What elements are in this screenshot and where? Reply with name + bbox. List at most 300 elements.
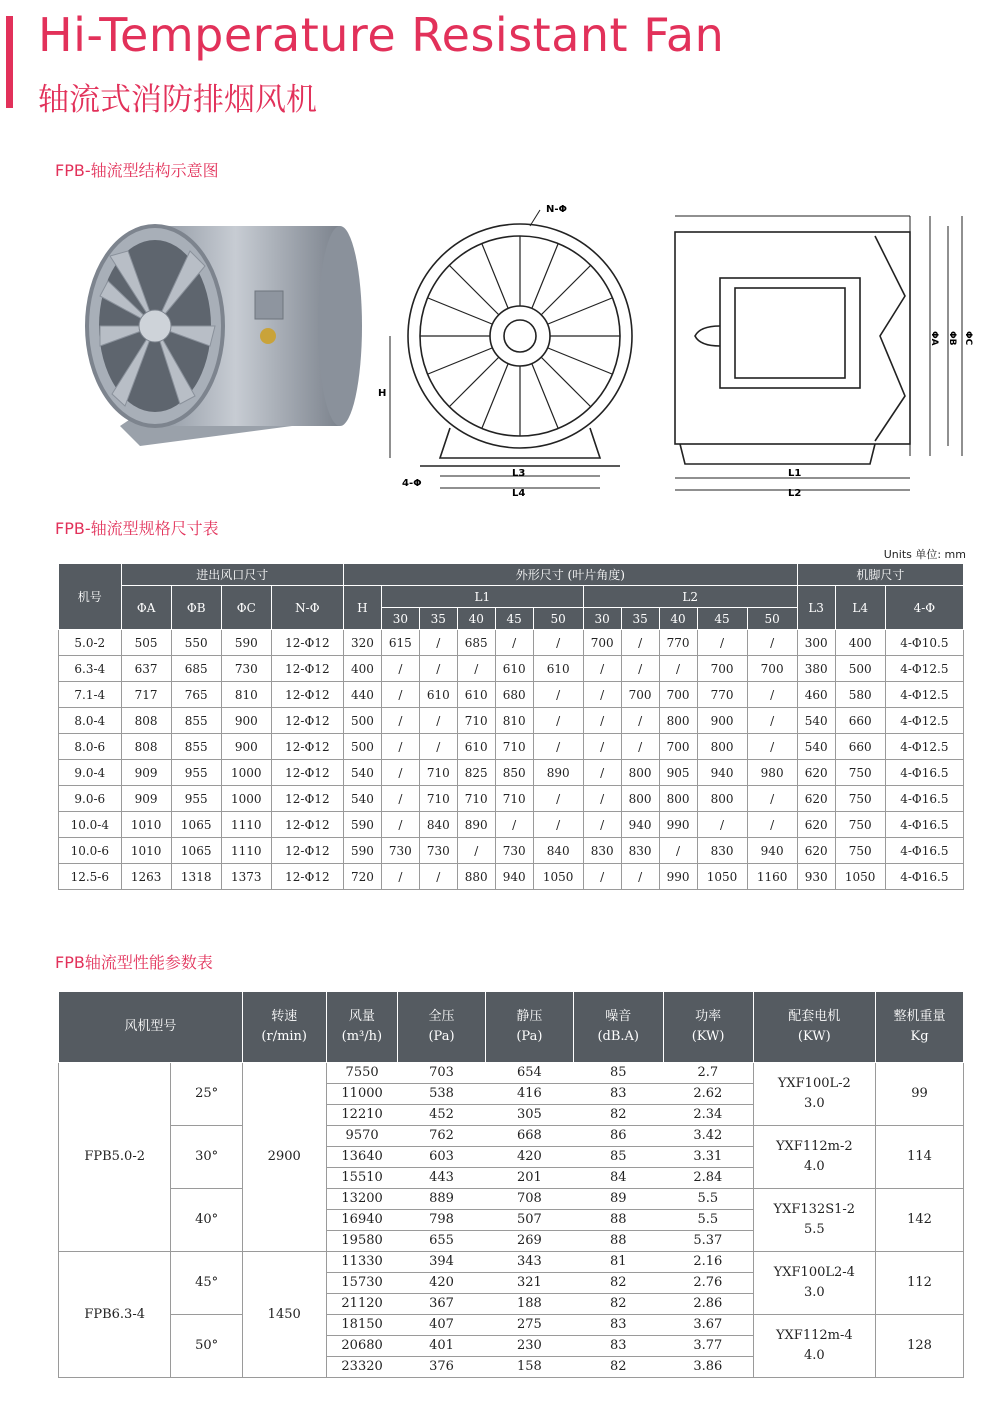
col-inlet: 进出风口尺寸 xyxy=(121,564,343,586)
table-cell: 460 xyxy=(797,682,835,708)
table-cell: 750 xyxy=(835,786,885,812)
perf-section-title: FPB轴流型性能参数表 xyxy=(55,953,213,972)
table-cell: 10.0-6 xyxy=(59,838,122,864)
table-cell: 321 xyxy=(485,1273,573,1294)
table-cell: 800 xyxy=(659,786,697,812)
table-cell: 5.5 xyxy=(663,1210,753,1231)
col-n-phi: N-Φ xyxy=(271,586,343,630)
table-cell: 84 xyxy=(573,1168,663,1189)
motor-kw: 5.5 xyxy=(803,1222,825,1237)
col-l1-angle: 35 xyxy=(419,608,457,630)
table-cell: / xyxy=(659,656,697,682)
motor-model xyxy=(753,1189,876,1252)
table-cell: / xyxy=(583,656,621,682)
table-cell: 2.84 xyxy=(663,1168,753,1189)
table-cell: / xyxy=(533,708,583,734)
table-cell: 3.31 xyxy=(663,1147,753,1168)
table-cell: 11000 xyxy=(326,1084,398,1105)
table-cell: 82 xyxy=(573,1273,663,1294)
table-cell: 930 xyxy=(797,864,835,890)
motor-model xyxy=(753,1063,876,1126)
table-row xyxy=(59,1063,964,1084)
table-cell: 7550 xyxy=(326,1063,398,1084)
col-phi-a: ΦA xyxy=(121,586,171,630)
weight-value: 112 xyxy=(876,1252,964,1315)
table-cell: 9.0-4 xyxy=(59,760,122,786)
table-cell: 889 xyxy=(398,1189,486,1210)
table-cell: 11330 xyxy=(326,1252,398,1273)
table-cell: 12-Φ12 xyxy=(271,786,343,812)
table-cell: 654 xyxy=(485,1063,573,1084)
col-noise: 噪音 (dB.A) xyxy=(573,992,663,1063)
table-cell: 540 xyxy=(343,760,381,786)
speed-value: 1450 xyxy=(242,1252,326,1378)
blade-angle: 50° xyxy=(171,1315,243,1378)
table-cell: 500 xyxy=(343,708,381,734)
table-cell: 12-Φ12 xyxy=(271,708,343,734)
motor-kw: 3.0 xyxy=(803,1096,825,1111)
table-cell: 12.5-6 xyxy=(59,864,122,890)
weight-value: 99 xyxy=(876,1063,964,1126)
table-cell: 1050 xyxy=(835,864,885,890)
table-cell: / xyxy=(381,760,419,786)
table-cell: 2.86 xyxy=(663,1294,753,1315)
table-cell: 909 xyxy=(121,760,171,786)
table-cell: 13200 xyxy=(326,1189,398,1210)
table-cell: 82 xyxy=(573,1105,663,1126)
table-row xyxy=(59,1252,964,1273)
table-cell: 603 xyxy=(398,1147,486,1168)
table-cell: 730 xyxy=(495,838,533,864)
table-cell: 343 xyxy=(485,1252,573,1273)
table-cell: / xyxy=(533,734,583,760)
table-cell: 420 xyxy=(485,1147,573,1168)
table-cell: 1373 xyxy=(221,864,271,890)
model-name: FPB5.0-2 xyxy=(59,1063,171,1252)
table-cell: 710 xyxy=(457,786,495,812)
spec-table-body xyxy=(59,630,964,890)
table-cell: 12-Φ12 xyxy=(271,812,343,838)
table-cell: 750 xyxy=(835,838,885,864)
blade-angle: 40° xyxy=(171,1189,243,1252)
table-cell: / xyxy=(583,708,621,734)
table-cell: / xyxy=(621,656,659,682)
table-cell: / xyxy=(747,786,797,812)
label-h: H xyxy=(378,388,387,399)
table-cell: 3.42 xyxy=(663,1126,753,1147)
table-cell: / xyxy=(583,812,621,838)
table-cell: 620 xyxy=(797,760,835,786)
table-cell: 320 xyxy=(343,630,381,656)
table-cell: 909 xyxy=(121,786,171,812)
table-cell: 81 xyxy=(573,1252,663,1273)
col-l2-angle: 35 xyxy=(621,608,659,630)
table-cell: 900 xyxy=(697,708,747,734)
table-cell: 4-Φ16.5 xyxy=(885,786,963,812)
table-cell: 1110 xyxy=(221,838,271,864)
table-cell: 305 xyxy=(485,1105,573,1126)
model-name: FPB6.3-4 xyxy=(59,1252,171,1378)
speed-value: 2900 xyxy=(242,1063,326,1252)
label-phi-a: ΦA xyxy=(929,331,939,346)
table-cell: 1010 xyxy=(121,838,171,864)
motor-kw: 4.0 xyxy=(803,1348,825,1363)
table-cell: 201 xyxy=(485,1168,573,1189)
table-cell: 13640 xyxy=(326,1147,398,1168)
table-cell: 808 xyxy=(121,734,171,760)
table-cell: 4-Φ12.5 xyxy=(885,734,963,760)
table-cell: 900 xyxy=(221,708,271,734)
table-cell: 5.5 xyxy=(663,1189,753,1210)
motor-name: YXF112m-2 xyxy=(775,1139,853,1154)
col-l1: L1 xyxy=(381,586,583,608)
table-cell: 10.0-4 xyxy=(59,812,122,838)
table-cell: 85 xyxy=(573,1063,663,1084)
table-cell: 507 xyxy=(485,1210,573,1231)
page-title: Hi-Temperature Resistant Fan xyxy=(38,8,725,62)
table-cell: 2.16 xyxy=(663,1252,753,1273)
table-cell: 680 xyxy=(495,682,533,708)
table-cell: 12210 xyxy=(326,1105,398,1126)
table-cell: 610 xyxy=(533,656,583,682)
table-cell: 668 xyxy=(485,1126,573,1147)
table-cell: 800 xyxy=(621,786,659,812)
table-cell: / xyxy=(583,786,621,812)
table-cell: 810 xyxy=(221,682,271,708)
table-cell: 230 xyxy=(485,1336,573,1357)
col-l1-angle: 50 xyxy=(533,608,583,630)
table-cell: 685 xyxy=(171,656,221,682)
table-cell: 4-Φ16.5 xyxy=(885,760,963,786)
table-cell: 610 xyxy=(495,656,533,682)
table-cell: 538 xyxy=(398,1084,486,1105)
col-l2: L2 xyxy=(583,586,797,608)
motor-name: YXF112m-4 xyxy=(775,1328,853,1343)
col-power: 功率 (KW) xyxy=(663,992,753,1063)
table-cell: / xyxy=(419,630,457,656)
table-cell: 12-Φ12 xyxy=(271,838,343,864)
table-cell: 800 xyxy=(659,708,697,734)
table-cell: 540 xyxy=(797,734,835,760)
spec-section-title: FPB-轴流型规格尺寸表 xyxy=(55,519,219,538)
col-l4: L4 xyxy=(835,586,885,630)
table-cell: / xyxy=(457,838,495,864)
col-motor: 配套电机 (KW) xyxy=(753,992,876,1063)
table-cell: / xyxy=(419,734,457,760)
label-phi-c: ΦC xyxy=(963,331,973,346)
table-cell: 637 xyxy=(121,656,171,682)
table-cell: / xyxy=(533,786,583,812)
col-foot: 机脚尺寸 xyxy=(797,564,963,586)
table-cell: 710 xyxy=(419,760,457,786)
table-cell: 703 xyxy=(398,1063,486,1084)
table-cell: 82 xyxy=(573,1357,663,1378)
table-cell: 710 xyxy=(495,734,533,760)
motor-name: YXF132S1-2 xyxy=(773,1202,856,1217)
side-view-drawing xyxy=(675,216,962,490)
table-cell: 770 xyxy=(697,682,747,708)
table-cell: 19580 xyxy=(326,1231,398,1252)
table-cell: / xyxy=(419,708,457,734)
table-cell: 505 xyxy=(121,630,171,656)
table-cell: 550 xyxy=(171,630,221,656)
table-cell: 452 xyxy=(398,1105,486,1126)
table-cell: / xyxy=(381,734,419,760)
table-cell: 855 xyxy=(171,734,221,760)
front-view-drawing xyxy=(390,210,632,488)
motor-kw: 4.0 xyxy=(803,1159,825,1174)
table-cell: 12-Φ12 xyxy=(271,682,343,708)
perf-table xyxy=(58,991,964,1378)
table-cell: 955 xyxy=(171,760,221,786)
col-l2-angle: 40 xyxy=(659,608,697,630)
table-cell: 700 xyxy=(583,630,621,656)
table-cell: 380 xyxy=(797,656,835,682)
table-cell: 275 xyxy=(485,1315,573,1336)
table-cell: 12-Φ12 xyxy=(271,864,343,890)
weight-value: 114 xyxy=(876,1126,964,1189)
col-l1-angle: 45 xyxy=(495,608,533,630)
table-cell: 12-Φ12 xyxy=(271,760,343,786)
table-cell: 300 xyxy=(797,630,835,656)
table-cell: 500 xyxy=(343,734,381,760)
table-cell: 12-Φ12 xyxy=(271,734,343,760)
table-cell: 830 xyxy=(697,838,747,864)
table-cell: 1065 xyxy=(171,838,221,864)
table-cell: 660 xyxy=(835,734,885,760)
label-phi-b: ΦB xyxy=(947,331,957,346)
table-cell: 610 xyxy=(419,682,457,708)
table-cell: 850 xyxy=(495,760,533,786)
table-cell: 376 xyxy=(398,1357,486,1378)
table-cell: 717 xyxy=(121,682,171,708)
weight-value: 128 xyxy=(876,1315,964,1378)
table-cell: 20680 xyxy=(326,1336,398,1357)
table-cell: 800 xyxy=(621,760,659,786)
table-cell: / xyxy=(621,734,659,760)
table-cell: 825 xyxy=(457,760,495,786)
table-cell: 615 xyxy=(381,630,419,656)
table-cell: 4-Φ16.5 xyxy=(885,812,963,838)
col-l2-angle: 45 xyxy=(697,608,747,630)
table-cell: 855 xyxy=(171,708,221,734)
table-cell: 394 xyxy=(398,1252,486,1273)
table-cell: 420 xyxy=(398,1273,486,1294)
table-cell: 800 xyxy=(697,734,747,760)
table-cell: / xyxy=(621,708,659,734)
label-l1: L1 xyxy=(788,468,802,479)
table-cell: 750 xyxy=(835,812,885,838)
table-cell: 88 xyxy=(573,1210,663,1231)
table-cell: 2.76 xyxy=(663,1273,753,1294)
table-cell: / xyxy=(583,864,621,890)
table-cell: 955 xyxy=(171,786,221,812)
table-cell: 890 xyxy=(457,812,495,838)
table-cell: 700 xyxy=(621,682,659,708)
table-row xyxy=(59,708,964,734)
table-cell: 16940 xyxy=(326,1210,398,1231)
table-cell: 500 xyxy=(835,656,885,682)
table-cell: 990 xyxy=(659,812,697,838)
perf-table-body xyxy=(59,1063,964,1378)
units-note: Units 单位: mm xyxy=(883,548,966,561)
table-cell: / xyxy=(381,682,419,708)
table-cell: 940 xyxy=(747,838,797,864)
table-cell: 2.7 xyxy=(663,1063,753,1084)
motor-model xyxy=(753,1252,876,1315)
label-l2: L2 xyxy=(788,488,802,499)
table-cell: 880 xyxy=(457,864,495,890)
table-cell: 12-Φ12 xyxy=(271,656,343,682)
table-cell: 1065 xyxy=(171,812,221,838)
table-cell: 710 xyxy=(457,708,495,734)
table-cell: / xyxy=(381,812,419,838)
table-cell: 990 xyxy=(659,864,697,890)
table-cell: 8.0-4 xyxy=(59,708,122,734)
table-cell: 5.37 xyxy=(663,1231,753,1252)
table-cell: 4-Φ16.5 xyxy=(885,838,963,864)
table-cell: 980 xyxy=(747,760,797,786)
table-cell: 1318 xyxy=(171,864,221,890)
table-cell: 808 xyxy=(121,708,171,734)
table-cell: 83 xyxy=(573,1084,663,1105)
col-h: H xyxy=(343,586,381,630)
motor-kw: 3.0 xyxy=(803,1285,825,1300)
table-cell: / xyxy=(419,864,457,890)
fan-diagrams xyxy=(80,196,980,506)
table-cell: 9.0-6 xyxy=(59,786,122,812)
table-cell: 905 xyxy=(659,760,697,786)
col-outline: 外形尺寸 (叶片角度) xyxy=(343,564,797,586)
table-cell: 800 xyxy=(697,786,747,812)
table-cell: 660 xyxy=(835,708,885,734)
table-cell: / xyxy=(747,708,797,734)
table-cell: / xyxy=(381,656,419,682)
table-cell: 1050 xyxy=(533,864,583,890)
table-cell: 900 xyxy=(221,734,271,760)
table-cell: / xyxy=(659,838,697,864)
table-cell: 3.67 xyxy=(663,1315,753,1336)
table-cell: 21120 xyxy=(326,1294,398,1315)
motor-name: YXF100L2-4 xyxy=(773,1265,855,1280)
weight-value: 142 xyxy=(876,1189,964,1252)
motor-model xyxy=(753,1126,876,1189)
table-cell: 890 xyxy=(533,760,583,786)
table-row xyxy=(59,838,964,864)
col-l3: L3 xyxy=(797,586,835,630)
table-cell: 810 xyxy=(495,708,533,734)
col-total-pressure: 全压 (Pa) xyxy=(398,992,486,1063)
table-cell: 798 xyxy=(398,1210,486,1231)
blade-angle: 45° xyxy=(171,1252,243,1315)
table-cell: 940 xyxy=(697,760,747,786)
table-row xyxy=(59,1315,964,1336)
table-cell: 620 xyxy=(797,838,835,864)
structure-section-title: FPB-轴流型结构示意图 xyxy=(55,161,219,180)
table-cell: 540 xyxy=(343,786,381,812)
table-cell: / xyxy=(533,630,583,656)
table-cell: 1263 xyxy=(121,864,171,890)
table-cell: 730 xyxy=(419,838,457,864)
table-cell: / xyxy=(381,708,419,734)
table-cell: 770 xyxy=(659,630,697,656)
table-cell: 88 xyxy=(573,1231,663,1252)
table-cell: 620 xyxy=(797,812,835,838)
col-static-pressure: 静压 (Pa) xyxy=(485,992,573,1063)
col-l1-angle: 30 xyxy=(381,608,419,630)
label-l4: L4 xyxy=(512,488,526,499)
table-cell: / xyxy=(533,812,583,838)
table-cell: 708 xyxy=(485,1189,573,1210)
label-4-phi: 4-Φ xyxy=(402,478,422,489)
col-flow: 风量 (m³/h) xyxy=(326,992,398,1063)
table-cell: 762 xyxy=(398,1126,486,1147)
page-subtitle: 轴流式消防排烟风机 xyxy=(38,82,317,118)
table-cell: 840 xyxy=(533,838,583,864)
table-cell: / xyxy=(621,864,659,890)
table-cell: 940 xyxy=(495,864,533,890)
table-cell: 710 xyxy=(419,786,457,812)
table-cell: / xyxy=(747,630,797,656)
table-cell: 7.1-4 xyxy=(59,682,122,708)
col-phi-b: ΦB xyxy=(171,586,221,630)
table-cell: 3.77 xyxy=(663,1336,753,1357)
table-cell: 15510 xyxy=(326,1168,398,1189)
table-cell: 1160 xyxy=(747,864,797,890)
table-cell: / xyxy=(381,864,419,890)
table-cell: 6.3-4 xyxy=(59,656,122,682)
table-cell: 590 xyxy=(343,838,381,864)
table-cell: 82 xyxy=(573,1294,663,1315)
table-cell: 86 xyxy=(573,1126,663,1147)
table-row xyxy=(59,812,964,838)
table-cell: 83 xyxy=(573,1315,663,1336)
table-row xyxy=(59,1126,964,1147)
table-cell: 580 xyxy=(835,682,885,708)
col-phi-c: ΦC xyxy=(221,586,271,630)
col-weight: 整机重量 Kg xyxy=(876,992,964,1063)
table-cell: 685 xyxy=(457,630,495,656)
col-fan-model: 风机型号 xyxy=(59,992,243,1063)
table-cell: 4-Φ10.5 xyxy=(885,630,963,656)
table-cell: 2.34 xyxy=(663,1105,753,1126)
table-cell: 8.0-6 xyxy=(59,734,122,760)
table-cell: 269 xyxy=(485,1231,573,1252)
table-row xyxy=(59,682,964,708)
col-4-phi: 4-Φ xyxy=(885,586,963,630)
table-row xyxy=(59,864,964,890)
table-cell: / xyxy=(621,630,659,656)
blade-angle: 30° xyxy=(171,1126,243,1189)
table-cell: 9570 xyxy=(326,1126,398,1147)
table-cell: 730 xyxy=(381,838,419,864)
spec-table xyxy=(58,563,964,890)
table-cell: 700 xyxy=(659,682,697,708)
table-row xyxy=(59,786,964,812)
table-cell: 23320 xyxy=(326,1357,398,1378)
table-cell: / xyxy=(381,786,419,812)
table-cell: 620 xyxy=(797,786,835,812)
motor-model xyxy=(753,1315,876,1378)
table-cell: 5.0-2 xyxy=(59,630,122,656)
table-cell: 1050 xyxy=(697,864,747,890)
table-cell: 750 xyxy=(835,760,885,786)
table-cell: 401 xyxy=(398,1336,486,1357)
fan-photo xyxy=(87,226,362,446)
table-cell: 610 xyxy=(457,734,495,760)
table-cell: 765 xyxy=(171,682,221,708)
table-cell: 85 xyxy=(573,1147,663,1168)
